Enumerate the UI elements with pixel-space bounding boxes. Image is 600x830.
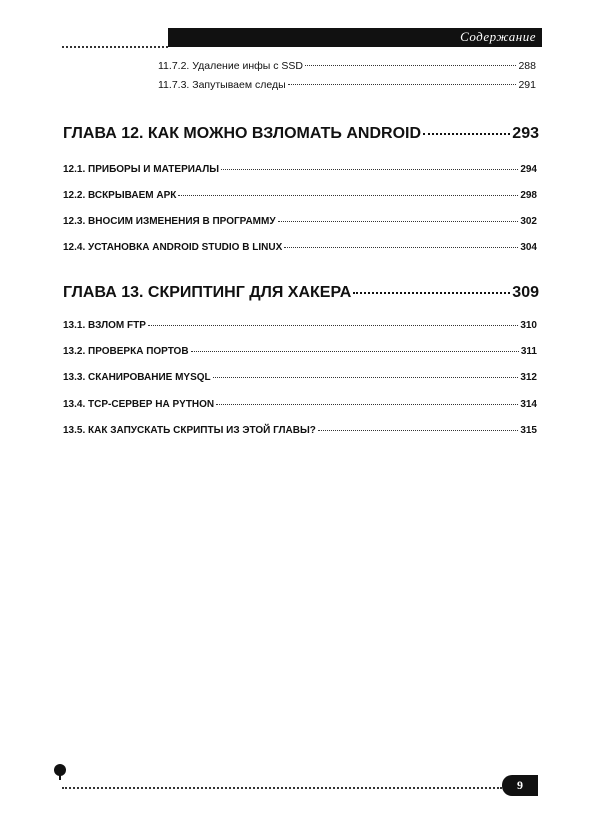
running-header-title: Содержание (460, 29, 536, 44)
header-dotted-rule (62, 46, 168, 48)
toc-entry-label: 12.4. УСТАНОВКА ANDROID STUDIO В LINUX (63, 242, 283, 253)
footer-dotted-rule (62, 787, 502, 789)
toc-entry-label: 12.3. ВНОСИМ ИЗМЕНЕНИЯ В ПРОГРАММУ (63, 216, 276, 227)
toc-entry-page: 315 (520, 425, 537, 436)
toc-section-entry[interactable] (63, 320, 537, 331)
toc-subsection-entry[interactable] (158, 60, 536, 72)
dot-leader (353, 292, 510, 294)
toc-entry-page: 298 (520, 190, 537, 201)
dot-leader (148, 325, 518, 326)
dot-leader (278, 221, 519, 222)
toc-section-entry[interactable] (63, 346, 537, 357)
dot-leader (221, 169, 518, 170)
toc-entry-label: 13.3. СКАНИРОВАНИЕ MYSQL (63, 372, 211, 383)
toc-subsection-entry[interactable] (158, 79, 536, 91)
toc-entry-label: 13.2. ПРОВЕРКА ПОРТОВ (63, 346, 189, 357)
toc-chapter-13[interactable] (63, 284, 539, 302)
dot-leader (318, 430, 518, 431)
toc-entry-label: 13.4. TCP-СЕРВЕР НА PYTHON (63, 399, 215, 410)
toc-entry-label: 12.1. ПРИБОРЫ И МАТЕРИАЛЫ (63, 164, 220, 175)
toc-entry-page: 304 (520, 242, 537, 253)
chapter-title: ГЛАВА 13. СКРИПТИНГ ДЛЯ ХАКЕРА (63, 284, 352, 301)
toc-entry-page: 294 (520, 164, 537, 175)
toc-entry-label: 13.1. ВЗЛОМ FTP (63, 320, 146, 331)
toc-entry-label: 12.2. ВСКРЫВАЕМ АРК (63, 190, 177, 201)
dot-leader (284, 247, 518, 248)
toc-entry-page: 310 (520, 320, 537, 331)
toc-section-entry[interactable] (63, 164, 537, 175)
toc-entry-page: 302 (520, 216, 537, 227)
toc-section-entry[interactable] (63, 372, 537, 383)
chapter-page: 309 (512, 284, 539, 301)
toc-entry-label: 11.7.2. Удаление инфы с SSD (158, 60, 303, 72)
toc-section-entry[interactable] (63, 216, 537, 227)
toc-entry-page: 312 (520, 372, 537, 383)
bullet-marker (54, 764, 66, 776)
dot-leader (305, 65, 516, 66)
toc-chapter-12[interactable] (63, 125, 539, 143)
dot-leader (288, 84, 517, 85)
dot-leader (178, 195, 518, 196)
dot-leader (191, 351, 519, 352)
toc-section-entry[interactable] (63, 242, 537, 253)
toc-section-entry[interactable] (63, 190, 537, 201)
dot-leader (216, 404, 518, 405)
chapter-title: ГЛАВА 12. КАК МОЖНО ВЗЛОМАТЬ ANDROID (63, 125, 422, 142)
toc-entry-page: 311 (520, 346, 537, 357)
toc-section-entry[interactable] (63, 399, 537, 410)
dot-leader (213, 377, 519, 378)
running-header-bar (168, 28, 542, 47)
page-number-badge: 9 (502, 775, 538, 796)
toc-entry-page: 314 (520, 399, 537, 410)
toc-entry-label: 13.5. КАК ЗАПУСКАТЬ СКРИПТЫ ИЗ ЭТОЙ ГЛАВЫ? (63, 425, 316, 436)
toc-section-entry[interactable] (63, 425, 537, 436)
toc-entry-label: 11.7.3. Запутываем следы (158, 79, 286, 91)
dot-leader (423, 133, 510, 135)
toc-entry-page: 291 (518, 79, 536, 91)
chapter-page: 293 (512, 125, 539, 142)
toc-entry-page: 288 (518, 60, 536, 72)
